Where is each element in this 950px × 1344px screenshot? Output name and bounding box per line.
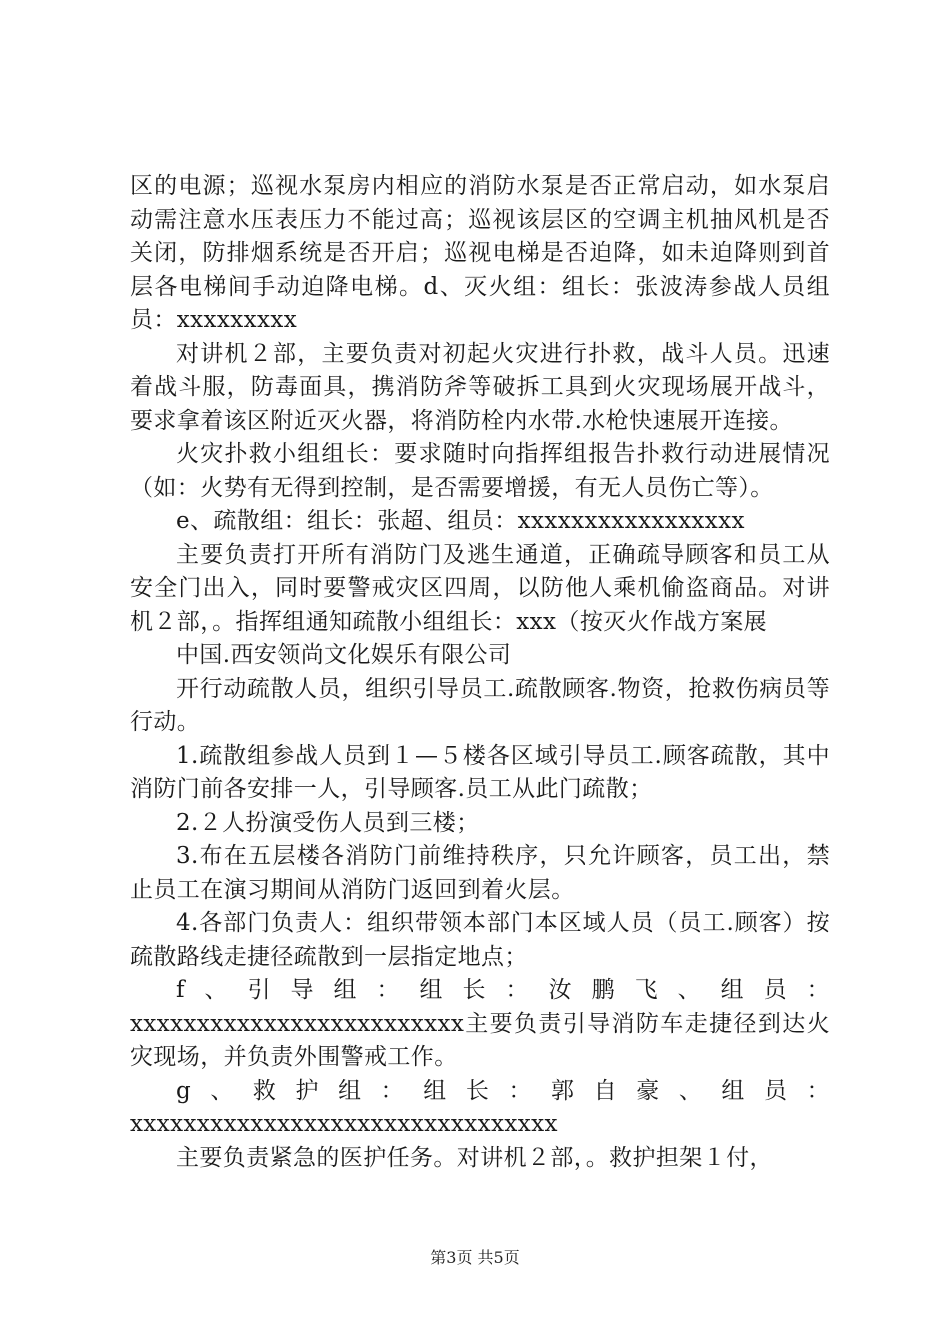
paragraph-12-line2: xxxxxxxxxxxxxxxxxxxxxxxxx主要负责引导消防车走捷径到达火灾现场，并负责外围警戒工作。 — [130, 1010, 830, 1070]
page-number-footer: 第3页 共5页 — [430, 1248, 520, 1267]
paragraph-13-line1: g、救护组：组长：郭自豪、组员： — [176, 1077, 830, 1104]
paragraph-12-line1: f、引导组：组长：汝鹏飞、组员： — [176, 977, 830, 1003]
paragraph-5: 主要负责打开所有消防门及逃生通道，正确疏导顾客和员工从安全门出入，同时要警戒灾区四周，以防他人乘机偷盗商品。对讲机２部，。指挥组通知疏散小组组长：xxx（按灭火作战方案展 — [130, 541, 830, 635]
paragraph-4: e、疏散组：组长：张超、组员：xxxxxxxxxxxxxxxxx — [176, 508, 745, 534]
paragraph-11: 4.各部门负责人：组织带领本部门本区域人员（员工.顾客）按疏散路线走捷径疏散到一层指定地点； — [130, 910, 830, 970]
paragraph-2: 对讲机２部，主要负责对初起火灾进行扑救，战斗人员。迅速着战斗服，防毒面具，携消防斧等破拆工具到火灾现场展开战斗，要求拿着该区附近灭火器，将消防栓内水带.水枪快速展开连接。 — [130, 340, 830, 434]
document-body — [130, 170, 830, 1175]
paragraph-6: 中国.西安领尚文化娱乐有限公司 — [176, 642, 512, 668]
paragraph-14: 主要负责紧急的医护任务。对讲机２部，。救护担架１付， — [176, 1144, 773, 1171]
paragraph-13-line2: xxxxxxxxxxxxxxxxxxxxxxxxxxxxxxxx — [130, 1111, 558, 1137]
paragraph-7: 开行动疏散人员，组织引导员工.疏散顾客.物资，抢救伤病员等行动。 — [130, 675, 830, 735]
paragraph-3: 火灾扑救小组组长：要求随时向指挥组报告扑救行动进展情况（如：火势有无得到控制，是否需要增援，有无人员伤亡等）。 — [130, 441, 830, 501]
paragraph-8: 1.疏散组参战人员到１—５楼各区域引导员工.顾客疏散，其中消防门前各安排一人，引导顾客.员工从此门疏散； — [130, 742, 830, 802]
paragraph-9: 2.２人扮演受伤人员到三楼； — [176, 809, 480, 836]
paragraph-1: 区的电源；巡视水泵房内相应的消防水泵是否正常启动，如水泵启动需注意水压表压力不能过高；巡视该层区的空调主机抽风机是否关闭，防排烟系统是否开启；巡视电梯是否迫降，如未迫降则到首层各电梯间手动迫降电梯。d、灭火组：组长：张波涛参战人员组员：xxxxxxxxx — [130, 173, 830, 333]
paragraph-10: 3.布在五层楼各消防门前维持秩序，只允许顾客，员工出，禁止员工在演习期间从消防门返回到着火层。 — [130, 843, 830, 903]
